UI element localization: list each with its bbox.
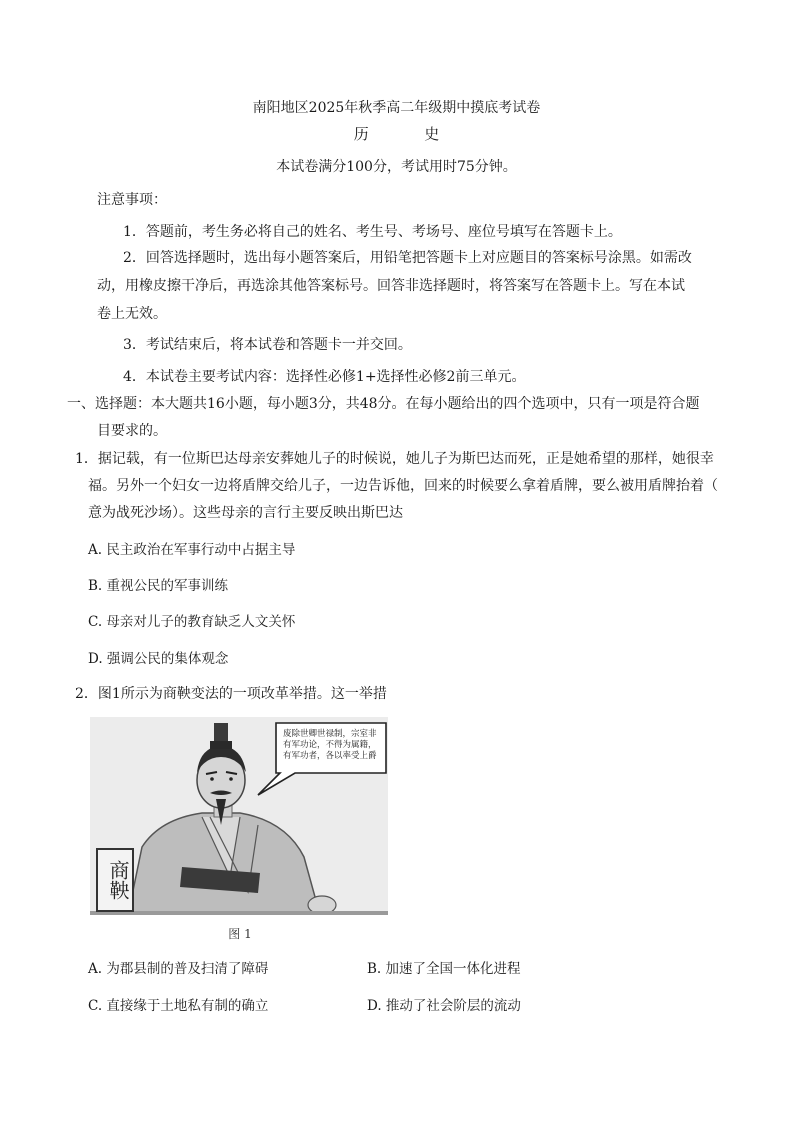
q2-option-c: C. 直接缘于土地私有制的确立 — [88, 998, 269, 1014]
subject-char-right: 史 — [424, 125, 440, 143]
section1-line-2: 目要求的。 — [97, 423, 167, 439]
note-3: 3．考试结束后，将本试卷和答题卡一并交回。 — [123, 337, 412, 353]
q1-option-c: C. 母亲对儿子的教育缺乏人文关怀 — [88, 614, 296, 630]
q1-option-d: D. 强调公民的集体观念 — [88, 651, 229, 667]
note-1: 1．答题前，考生务必将自己的姓名、考生号、考场号、座位号填写在答题卡上。 — [123, 224, 622, 240]
q1-option-a: A. 民主政治在军事行动中占据主导 — [88, 542, 296, 558]
figure-caption: 图 1 — [228, 927, 252, 941]
q1-stem-line-2: 福。另外一个妇女一边将盾牌交给儿子，一边告诉他，回来的时候要么拿着盾牌，要么被用盾牌抬着（ — [88, 478, 718, 494]
section1-line-1: 一、选择题：本大题共16小题，每小题3分，共48分。在每小题给出的四个选项中，只有一项是符合题 — [67, 396, 700, 412]
q2-option-d: D. 推动了社会阶层的流动 — [367, 998, 521, 1014]
note-2-line-2: 动，用橡皮擦干净后，再选涂其他答案标号。回答非选择题时，将答案写在答题卡上。写在本试 — [97, 278, 685, 294]
q1-stem-line-3: 意为战死沙场）。这些母亲的言行主要反映出斯巴达 — [88, 505, 403, 521]
exam-meta: 本试卷满分100分，考试用时75分钟。 — [276, 159, 517, 175]
q2-option-b: B. 加速了全国一体化进程 — [367, 961, 521, 977]
exam-subject — [0, 123, 793, 144]
q2-stem: 2．图1所示为商鞅变法的一项改革举措。这一举措 — [75, 686, 387, 702]
note-4: 4．本试卷主要考试内容：选择性必修1+选择性必修2前三单元。 — [123, 369, 526, 385]
shang-yang-name-plate: 商鞅 — [96, 848, 134, 912]
q1-stem-line-1: 1．据记载，有一位斯巴达母亲安葬她儿子的时候说，她儿子为斯巴达而死，正是她希望的那样，她很幸 — [75, 451, 714, 467]
note-2-line-1: 2．回答选择题时，选出每小题答案后，用铅笔把答题卡上对应题目的答案标号涂黑。如需改 — [123, 250, 692, 266]
q2-option-a: A. 为郡县制的普及扫清了障碍 — [88, 961, 269, 977]
notes-heading: 注意事项： — [97, 192, 167, 208]
speech-bubble-text: 废除世卿世禄制，宗室非有军功论，不得为属籍，有军功者，各以率受上爵 — [283, 729, 377, 761]
note-2-line-3: 卷上无效。 — [97, 306, 167, 322]
exam-title: 南阳地区2025年秋季高二年级期中摸底考试卷 — [252, 100, 541, 116]
q1-option-b: B. 重视公民的军事训练 — [88, 578, 229, 594]
subject-char-left: 历 — [353, 125, 369, 143]
